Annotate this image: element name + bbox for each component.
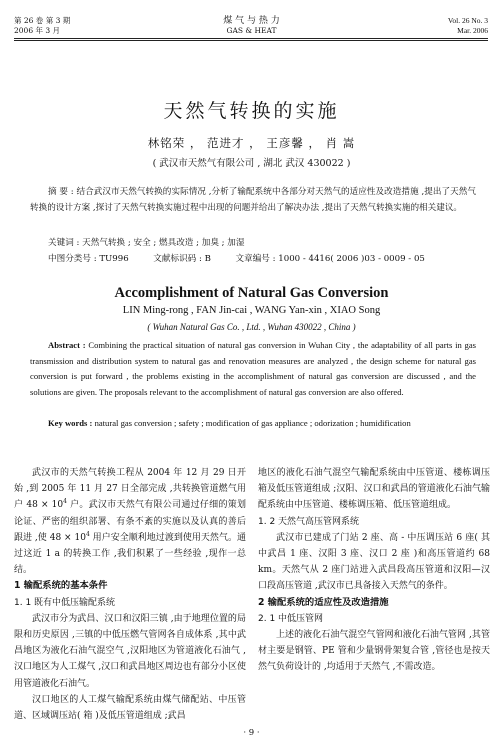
subsection-heading-1-1: 1. 1 既有中低压输配系统 xyxy=(14,597,116,608)
authors-en: LIN Ming-rong , FAN Jin-cai , WANG Yan-xin , XIAO Song xyxy=(122,305,381,316)
keywords-cn xyxy=(48,236,478,252)
issue-date-cn: 2006 年 3 月 xyxy=(14,26,61,35)
intro-text-a: 武汉市的天然气转换工程从 2004 年 12 月 29 日开始 ,到 2005 年 11 月 27 日全部完成 ,共转换管道燃气用户 48 × 10 xyxy=(14,468,246,511)
header-rule-thin xyxy=(14,40,488,41)
article-title-en: Accomplishment of Natural Gas Conversion xyxy=(114,285,389,301)
issue-date-en: Mar. 2006 xyxy=(457,26,488,35)
page-number: · 9 · xyxy=(243,728,260,738)
paragraph-1-1b: 汉口地区的人工煤气输配系统由煤气储配站、中压管道、区域调压站( 箱 )及低压管道组成 ;武昌 xyxy=(14,694,246,722)
paragraph-1-2: 武汉市已建成了门站 2 座、高 - 中压调压站 6 座( 其中武昌 1 座、汉阳 3 座、汉口 2 座 )和高压管道约 68 km。天然气从 2 座门站进入武昌段高压管道和汉阳—汉口段高压管道 ,武汉市已具备接入天然气的条件。 xyxy=(258,532,490,592)
intro-text-c: 用户安全顺利地过渡到使用天然气。通过这近 1 a 的转换工作 ,我们积累了一些经验 ,现作一总结。 xyxy=(14,532,246,576)
paragraph-1-1c: 地区的液化石油气混空气输配系统由中压管道、楼栋调压箱及低压管道组成 ;汉阳、汉口和武昌的管道液化石油气输配系统由中压管道、楼栋调压箱、低压管道组成。 xyxy=(258,468,490,511)
abstract-label-cn: 摘 要 : xyxy=(48,187,74,197)
affiliation-en: ( Wuhan Natural Gas Co. , Ltd. , Wuhan 430022 , China ) xyxy=(147,322,356,332)
keywords-label-cn: 关键词 : xyxy=(48,238,80,248)
intro-superscript-2: 4 xyxy=(85,530,90,538)
journal-name-en: GAS & HEAT xyxy=(226,26,277,35)
subsection-heading-2-1: 2. 1 中低压管网 xyxy=(258,613,324,624)
left-column xyxy=(14,465,246,724)
journal-name xyxy=(0,16,503,36)
journal-volume-en xyxy=(448,16,488,36)
keywords-label-en: Key words : xyxy=(48,418,93,428)
keywords-text-cn: 天然气转换 ; 安全 ; 燃具改造 ; 加臭 ; 加湿 xyxy=(82,238,245,248)
paragraph-1-1: 武汉市分为武昌、汉口和汉阳三镇 ,由于地理位置的局限和历史原因 ,三镇的中低压燃气管网各自成体系 ,其中武昌地区为液化石油气混空气 ,汉阳地区为管道液化石油气 ,汉口地区为人工煤气 ,汉口和武昌地区周边也有部分小区使用管道液化石油气。 xyxy=(14,613,246,689)
volume-issue-text: 第 26 卷 第 3 期 xyxy=(14,16,71,25)
paragraph-2-1: 上述的液化石油气混空气管网和液化石油气管网 ,其管材主要是钢管、PE 管和少量钢骨架复合管 ,管径也是按天然气负荷设计的 ,均适用于天然气 ,不需改造。 xyxy=(258,630,490,673)
keywords-text-en: natural gas conversion ; safety ; modification of gas appliance ; odorization ; humidification xyxy=(94,418,411,428)
authors-cn: 林铭荣 ， 范进才 ， 王彦馨 ， 肖 嵩 xyxy=(147,136,356,150)
intro-text-b: 户。武汉市天然气有限公司通过仔细的策划论证、严密的组织部署、有条不紊的实施以及认真的善后跟进 ,使 48 × 10 xyxy=(14,500,246,543)
affiliation-cn: ( 武汉市天然气有限公司 , 湖北 武汉 430022 ) xyxy=(152,158,351,169)
classification-line: 中图分类号 : TU996 文献标识码 : B 文章编号 : 1000 - 4416( 2006 )03 - 0009 - 05 xyxy=(48,254,425,264)
article-title-cn: 天然气转换的实施 xyxy=(163,100,340,122)
abstract-cn xyxy=(30,185,476,216)
abstract-text-en: Combining the practical situation of natural gas conversion in Wuhan City , the adaptability of all parts in gas transmission and distribution system to natural gas and renovation measures are analyzed , the design scheme for natural gas conversion is put forward , the problems existing in the accomplishment of natural gas conversion are discussed , and the solutions are given. The proposals relevant to the accomplishment of natural gas conversion are also offered. xyxy=(30,340,476,397)
right-column xyxy=(258,465,490,676)
abstract-text-cn: 结合武汉市天然气转换的实际情况 ,分析了输配系统中各部分对天然气的适应性及改造措施 ,提出了天然气转换的设计方案 ,探讨了天然气转换实施过程中出现的问题并给出了解决办法 ,提出了天然气转换实施的相关建议。 xyxy=(30,187,476,213)
abstract-label-en: Abstract : xyxy=(48,340,86,350)
header-rule xyxy=(14,38,488,39)
journal-name-cn: 煤 气 与 热 力 xyxy=(223,16,280,26)
volume-issue-en: Vol. 26 No. 3 xyxy=(447,16,488,25)
abstract-en xyxy=(30,338,476,400)
subsection-heading-1-2: 1. 2 天然气高压管网系统 xyxy=(258,516,360,527)
keywords-en xyxy=(30,416,476,432)
intro-paragraph xyxy=(14,465,246,578)
section-heading-2: 2 输配系统的适应性及改造措施 xyxy=(258,596,389,608)
intro-superscript-1: 4 xyxy=(63,498,67,506)
section-heading-1: 1 输配系统的基本条件 xyxy=(14,580,108,592)
